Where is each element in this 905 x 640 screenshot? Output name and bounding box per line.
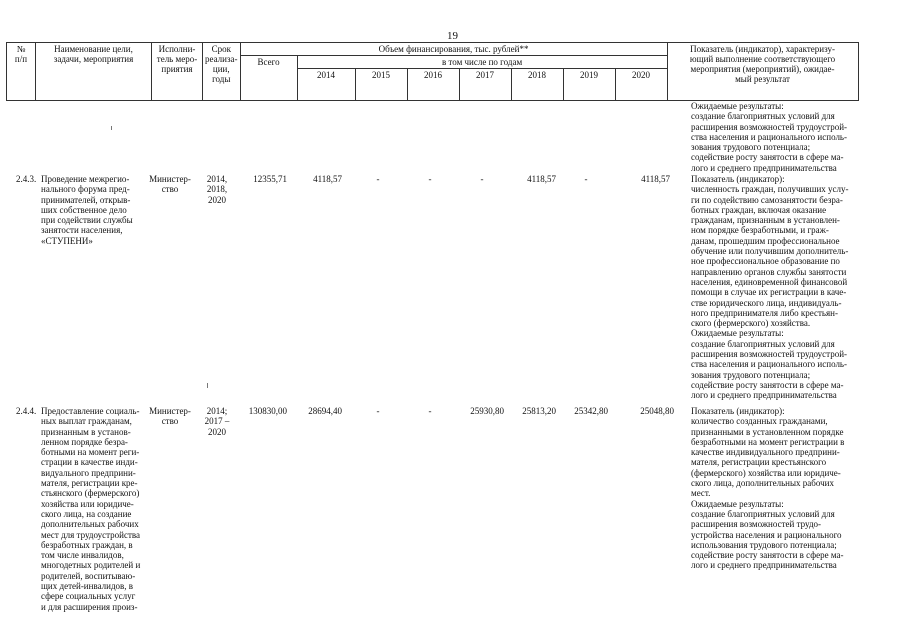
row-indicator — [691, 406, 859, 571]
text-line: Показатель (индикатор): — [691, 174, 785, 184]
row-name — [41, 174, 143, 246]
header-indicator: Показатель (индикатор), характеризу- ющий выполнение соответствующего мероприятия (мероприятий), ожидае- мый результат — [667, 43, 858, 101]
row-year-2016: - — [428, 174, 432, 184]
text-line: расширения возможностей трудо- — [691, 519, 822, 530]
text-line: и для расширения произ- — [41, 601, 138, 612]
header-by-year: в том числе по годам — [297, 56, 667, 69]
table-edge — [6, 89, 7, 101]
text-line: дополнительных рабочих — [41, 519, 139, 530]
text-line: родителей, воспитываю- — [41, 570, 136, 581]
text-line: ботными на момент реги- — [41, 447, 140, 458]
text-line: расширения возможностей трудоустрой- — [691, 349, 848, 360]
text-line: 2018, — [206, 184, 228, 195]
header-year-2014: 2014 — [297, 69, 355, 101]
text-line: ленном порядке безра- — [41, 436, 128, 447]
text-line: ства населения и рационального исполь- — [691, 359, 848, 370]
header-num: № п/п — [7, 43, 36, 101]
text-line: Ожидаемые результаты: — [691, 328, 784, 339]
indicator-top — [691, 101, 859, 173]
row-year-2015: - — [376, 406, 380, 416]
text-line: мателя, регистрации кре- — [41, 478, 138, 489]
text-line: лого и среднего предпринимательства — [691, 560, 837, 571]
text-line: ги по содействию самозанятости безра- — [691, 194, 843, 205]
table-header — [6, 42, 859, 101]
header-year-2018: 2018 — [511, 69, 563, 101]
text-line: зования трудового потенциала; — [691, 369, 811, 380]
text-line: содействие росту занятости в сфере ма- — [691, 379, 844, 390]
row-year-2017: - — [480, 174, 484, 184]
text-line: видуального предприни- — [41, 467, 136, 478]
text-line: зования трудового потенциала; — [691, 142, 811, 153]
text-line: ского лица, на создание — [41, 508, 132, 519]
row-year-2017: 25930,80 — [470, 406, 504, 416]
row-term — [199, 406, 235, 437]
row-total: 12355,71 — [253, 174, 287, 184]
row-number: 2.4.3. — [16, 174, 37, 184]
text-line: мест для трудоустройства — [41, 529, 141, 540]
text-line: безработных граждан, в — [41, 539, 133, 550]
text-line: Ожидаемые результаты: — [691, 101, 784, 111]
header-term: Срок реализа- ции, годы — [203, 43, 241, 101]
text-line: направлению органов службы занятости — [691, 266, 847, 277]
text-line: ского (фермерского) хозяйства. — [691, 318, 811, 329]
text-line: содействие росту занятости в сфере ма- — [691, 152, 844, 163]
text-line: Ожидаемые результаты: — [691, 498, 784, 509]
text-line: многодетных родителей и — [41, 560, 141, 571]
header-year-2015: 2015 — [355, 69, 407, 101]
text-line: данам, прошедшим профессиональное — [691, 235, 840, 246]
row-year-2014: 28694,40 — [308, 406, 342, 416]
text-line: признанным в установ- — [41, 426, 131, 437]
row-executor — [146, 406, 194, 427]
text-line: создание благоприятных условий для — [691, 111, 835, 122]
row-year-2020: 25048,80 — [640, 406, 674, 416]
row-year-2014: 4118,57 — [313, 174, 342, 184]
text-line: помощи в случае их регистрации в каче- — [691, 287, 847, 298]
text-line: нального форума пред- — [41, 184, 130, 195]
text-line: гражданам, признанным в установлен- — [691, 215, 840, 226]
text-line: Министер- — [149, 174, 191, 184]
scan-mark — [111, 126, 112, 130]
row-year-2015: - — [376, 174, 380, 184]
text-line: стве юридического лица, индивидуаль- — [691, 297, 842, 308]
text-line: том числе инвалидов, — [41, 550, 124, 561]
text-line: численность граждан, получивших услу- — [691, 184, 849, 195]
text-line: (фермерского) хозяйства или юридиче- — [691, 467, 841, 478]
text-line: мест. — [691, 488, 711, 499]
row-total: 130830,00 — [248, 406, 287, 416]
text-line: расширения возможностей трудоустрой- — [691, 121, 848, 132]
text-line: стьянского (фермерского) — [41, 488, 140, 499]
text-line: «СТУПЕНИ» — [41, 235, 93, 246]
header-year-2017: 2017 — [459, 69, 511, 101]
header-year-2016: 2016 — [407, 69, 459, 101]
text-line: лого и среднего предпринимательства — [691, 162, 837, 173]
header-year-2019: 2019 — [563, 69, 615, 101]
text-line: ном порядке безработными, и граж- — [691, 225, 829, 236]
text-line: ного предпринимателя либо крестьян- — [691, 307, 838, 318]
row-year-2016: - — [428, 406, 432, 416]
text-line: занятости населения, — [41, 225, 123, 236]
row-executor — [146, 174, 194, 195]
scan-mark — [207, 383, 208, 388]
text-line: использования трудового потенциала; — [691, 539, 837, 550]
text-line: при содействии службы — [41, 215, 133, 226]
text-line: ства населения и рационального исполь- — [691, 131, 848, 142]
text-line: количество созданных гражданами, — [691, 416, 828, 427]
text-line: хозяйства или юридиче- — [41, 498, 134, 509]
header-year-2020: 2020 — [615, 69, 667, 101]
text-line: Показатель (индикатор): — [691, 406, 785, 416]
text-line: щих детей-инвалидов, в — [41, 581, 134, 592]
text-line: страции в качестве инди- — [41, 457, 138, 468]
row-number: 2.4.4. — [16, 406, 37, 416]
text-line: Министер- — [149, 406, 191, 416]
text-line: безработными на момент регистрации в — [691, 436, 845, 447]
text-line: мателя, регистрации крестьянского — [691, 457, 827, 468]
row-year-2020: 4118,57 — [641, 174, 670, 184]
row-year-2018: 25813,20 — [522, 406, 556, 416]
text-line: ство — [161, 184, 179, 195]
text-line: содействие росту занятости в сфере ма- — [691, 550, 844, 561]
row-year-2019: - — [584, 174, 588, 184]
text-line: Предоставление социаль- — [41, 406, 140, 416]
text-line: ших собственное дело — [41, 204, 127, 215]
header-executor: Исполни- тель меро- приятия — [152, 43, 203, 101]
text-line: Проведение межрегио- — [41, 174, 130, 184]
header-total: Всего — [240, 56, 297, 101]
text-line: создание благоприятных условий для — [691, 508, 835, 519]
text-line: лого и среднего предпринимательства — [691, 390, 837, 401]
text-line: ство — [161, 416, 179, 427]
text-line: признанными в установленном порядке — [691, 426, 844, 437]
text-line: 2014; — [206, 406, 228, 416]
text-line: 2020 — [208, 426, 226, 437]
text-line: создание благоприятных условий для — [691, 338, 835, 349]
text-line: 2017 – — [204, 416, 230, 427]
row-name — [41, 406, 143, 612]
text-line: обучение или получившим дополнитель- — [691, 246, 849, 257]
row-indicator — [691, 174, 859, 401]
row-term — [199, 174, 235, 205]
text-line: принимателей, открыв- — [41, 194, 131, 205]
page-number: 19 — [447, 30, 458, 42]
text-line: ботных граждан, включая оказание — [691, 204, 827, 215]
text-line: качестве индивидуального предприни- — [691, 447, 840, 458]
text-line: сфере социальных услуг — [41, 591, 136, 602]
header-name: Наименование цели, задачи, мероприятия — [36, 43, 152, 101]
text-line: 2020 — [208, 194, 226, 205]
text-line: устройства населения и рационального — [691, 529, 842, 540]
text-line: населения, единовременной финансовой — [691, 276, 848, 287]
row-year-2019: 25342,80 — [574, 406, 608, 416]
text-line: ского лица, дополнительных рабочих — [691, 478, 834, 489]
text-line: ных выплат гражданам, — [41, 416, 132, 427]
header-funding: Объем финансирования, тыс. рублей** — [240, 43, 667, 56]
text-line: ное профессиональное образование по — [691, 256, 840, 267]
row-year-2018: 4118,57 — [527, 174, 556, 184]
text-line: 2014, — [206, 174, 228, 184]
